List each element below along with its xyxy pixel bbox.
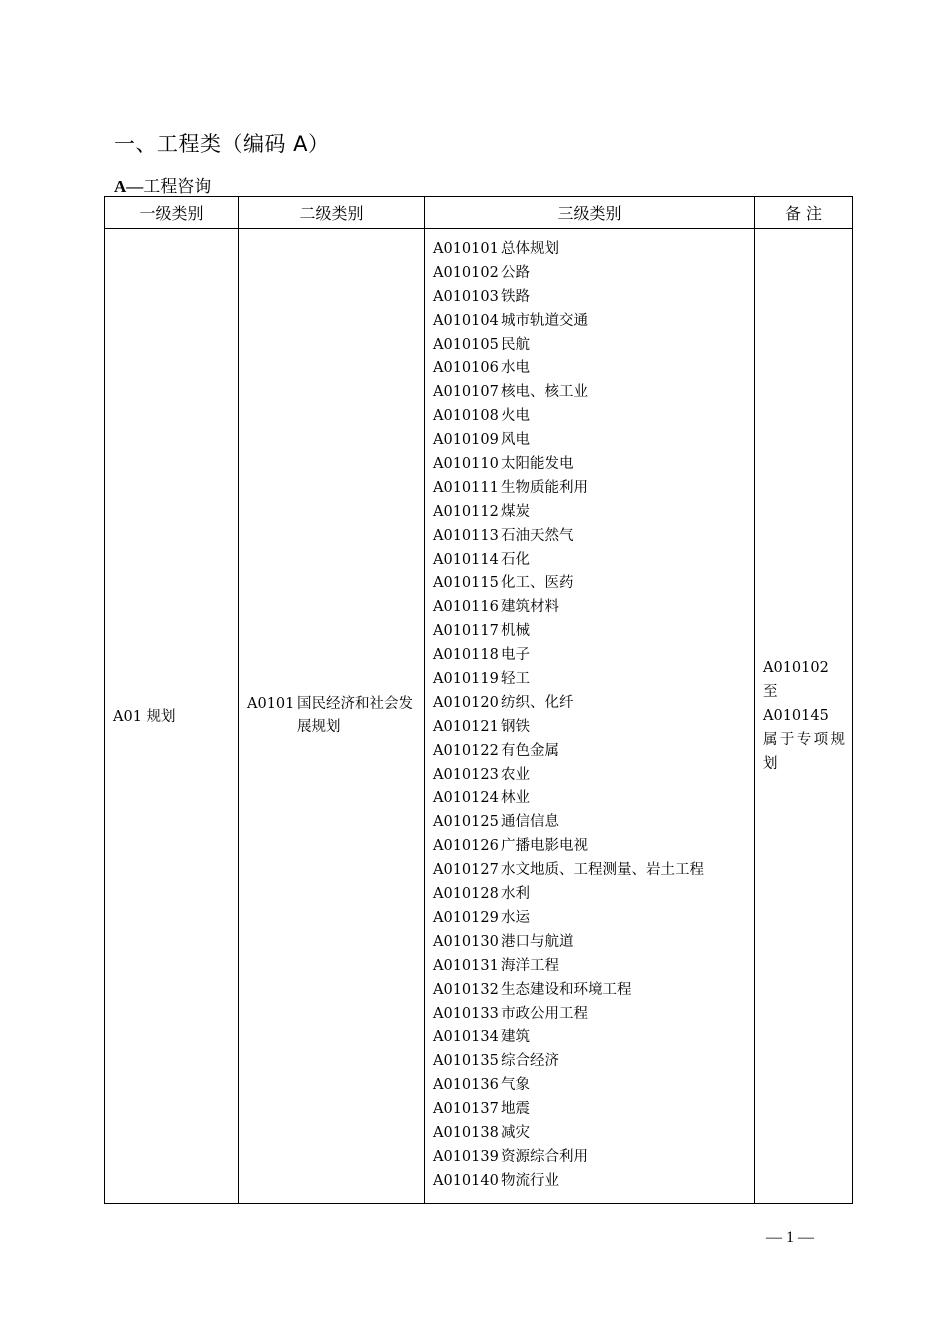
item-name: 农业 — [501, 766, 530, 783]
item-name: 煤炭 — [501, 503, 530, 520]
item-name: 水文地质、工程测量、岩土工程 — [501, 862, 704, 879]
item-code: A010111 — [433, 479, 499, 496]
item-code: A010117 — [433, 623, 499, 640]
item-name: 港口与航道 — [501, 933, 574, 950]
list-item — [433, 787, 754, 811]
list-item — [433, 835, 754, 859]
item-code: A010105 — [433, 336, 499, 353]
item-code: A010110 — [433, 456, 499, 473]
item-name: 化工、医药 — [501, 575, 574, 592]
list-item — [433, 907, 754, 931]
table-row — [105, 229, 853, 1204]
item-code: A010129 — [433, 909, 499, 926]
item-name: 减灾 — [501, 1124, 530, 1141]
level3-list — [433, 238, 754, 1194]
item-code: A010135 — [433, 1053, 499, 1070]
list-item — [433, 1146, 754, 1170]
item-code: A010136 — [433, 1077, 499, 1094]
list-item — [433, 572, 754, 596]
item-code: A010130 — [433, 933, 499, 950]
list-item — [433, 811, 754, 835]
item-name: 民航 — [501, 336, 530, 353]
item-code: A010109 — [433, 432, 499, 449]
item-code: A010125 — [433, 814, 499, 831]
item-code: A010103 — [433, 288, 499, 305]
list-item — [433, 620, 754, 644]
list-item — [433, 381, 754, 405]
item-name: 林业 — [501, 790, 530, 807]
list-item — [433, 716, 754, 740]
level1-cell: A01 规划 — [105, 229, 239, 1204]
section-heading: 一、工程类（编码 A） — [114, 132, 330, 156]
list-item — [433, 596, 754, 620]
list-item — [433, 644, 754, 668]
item-name: 市政公用工程 — [501, 1005, 588, 1022]
item-name: 物流行业 — [501, 1172, 559, 1189]
item-name: 有色金属 — [501, 742, 559, 759]
list-item — [433, 740, 754, 764]
item-code: A010126 — [433, 838, 499, 855]
item-code: A010116 — [433, 599, 499, 616]
item-name: 城市轨道交通 — [501, 312, 588, 329]
item-name: 广播电影电视 — [501, 838, 588, 855]
item-code: A010133 — [433, 1005, 499, 1022]
header-notes: 备 注 — [755, 197, 853, 229]
list-item — [433, 859, 754, 883]
item-code: A010122 — [433, 742, 499, 759]
item-name: 建筑 — [501, 1029, 530, 1046]
item-name: 火电 — [501, 408, 530, 425]
item-name: 通信信息 — [501, 814, 559, 831]
list-item — [433, 262, 754, 286]
item-name: 水运 — [501, 909, 530, 926]
list-item — [433, 501, 754, 525]
item-code: A010107 — [433, 384, 499, 401]
list-item — [433, 310, 754, 334]
item-name: 风电 — [501, 432, 530, 449]
item-name: 建筑材料 — [501, 599, 559, 616]
item-code: A010102 — [433, 264, 499, 281]
list-item — [433, 334, 754, 358]
item-code: A010112 — [433, 503, 499, 520]
level2-cell — [239, 229, 425, 1204]
list-item — [433, 883, 754, 907]
item-name: 公路 — [501, 264, 530, 281]
subsection-heading — [114, 172, 211, 197]
subsection-title: 工程咨询 — [143, 177, 212, 197]
item-name: 铁路 — [501, 288, 530, 305]
list-item — [433, 453, 754, 477]
item-name: 石油天然气 — [501, 527, 574, 544]
item-name: 总体规划 — [501, 241, 559, 257]
notes-cell — [755, 229, 853, 1204]
item-code: A010134 — [433, 1029, 499, 1046]
item-name: 轻工 — [501, 671, 530, 688]
list-item — [433, 1003, 754, 1027]
item-code: A010138 — [433, 1124, 499, 1141]
list-item — [433, 1122, 754, 1146]
item-name: 钢铁 — [501, 718, 530, 735]
item-name: 气象 — [501, 1077, 530, 1094]
item-name: 太阳能发电 — [501, 456, 574, 473]
list-item — [433, 238, 754, 262]
item-code: A010140 — [433, 1172, 499, 1189]
item-name: 生物质能利用 — [501, 479, 588, 496]
item-code: A010101 — [433, 241, 499, 257]
list-item — [433, 1170, 754, 1194]
item-name: 综合经济 — [501, 1053, 559, 1070]
notes-text: A010102 至 A010145 属于专项规划 — [763, 659, 845, 772]
item-code: A010123 — [433, 766, 499, 783]
table-header-row — [105, 197, 853, 229]
list-item — [433, 286, 754, 310]
item-code: A010139 — [433, 1148, 499, 1165]
item-code: A010128 — [433, 886, 499, 903]
item-code: A010119 — [433, 671, 499, 688]
item-name: 水利 — [501, 886, 530, 903]
classification-table — [104, 196, 853, 1204]
list-item — [433, 1050, 754, 1074]
item-name: 地震 — [501, 1101, 530, 1118]
item-code: A010131 — [433, 957, 499, 974]
item-name: 海洋工程 — [501, 957, 559, 974]
list-item — [433, 1074, 754, 1098]
item-code: A010127 — [433, 862, 499, 879]
list-item — [433, 931, 754, 955]
level2-name: 国民经济和社会发展规划 — [297, 695, 413, 735]
list-item — [433, 357, 754, 381]
item-code: A010114 — [433, 551, 499, 568]
list-item — [433, 429, 754, 453]
item-code: A010124 — [433, 790, 499, 807]
item-name: 机械 — [501, 623, 530, 640]
item-code: A010132 — [433, 981, 499, 998]
list-item — [433, 955, 754, 979]
header-level2: 二级类别 — [239, 197, 425, 229]
item-code: A010113 — [433, 527, 499, 544]
item-name: 生态建设和环境工程 — [501, 981, 632, 998]
item-code: A010106 — [433, 360, 499, 377]
item-code: A010115 — [433, 575, 499, 592]
list-item — [433, 668, 754, 692]
list-item — [433, 692, 754, 716]
item-name: 电子 — [501, 647, 530, 664]
list-item — [433, 525, 754, 549]
page-number: — 1 — — [766, 1229, 814, 1246]
header-level3: 三级类别 — [425, 197, 755, 229]
subsection-code: A — [114, 177, 127, 196]
list-item — [433, 549, 754, 573]
item-code: A010118 — [433, 647, 499, 664]
header-level1: 一级类别 — [105, 197, 239, 229]
item-code: A010121 — [433, 718, 499, 735]
item-name: 纺织、化纤 — [501, 694, 574, 711]
list-item — [433, 477, 754, 501]
item-code: A010104 — [433, 312, 499, 329]
item-name: 水电 — [501, 360, 530, 377]
item-name: 核电、核工业 — [501, 384, 588, 401]
item-code: A010120 — [433, 694, 499, 711]
list-item — [433, 1098, 754, 1122]
item-code: A010137 — [433, 1101, 499, 1118]
level3-cell — [425, 229, 755, 1204]
item-code: A010108 — [433, 408, 499, 425]
item-name: 石化 — [501, 551, 530, 568]
level2-code: A0101 — [247, 695, 295, 712]
subsection-dash: — — [126, 177, 144, 196]
item-name: 资源综合利用 — [501, 1148, 588, 1165]
list-item — [433, 979, 754, 1003]
list-item — [433, 405, 754, 429]
list-item — [433, 764, 754, 788]
list-item — [433, 1026, 754, 1050]
